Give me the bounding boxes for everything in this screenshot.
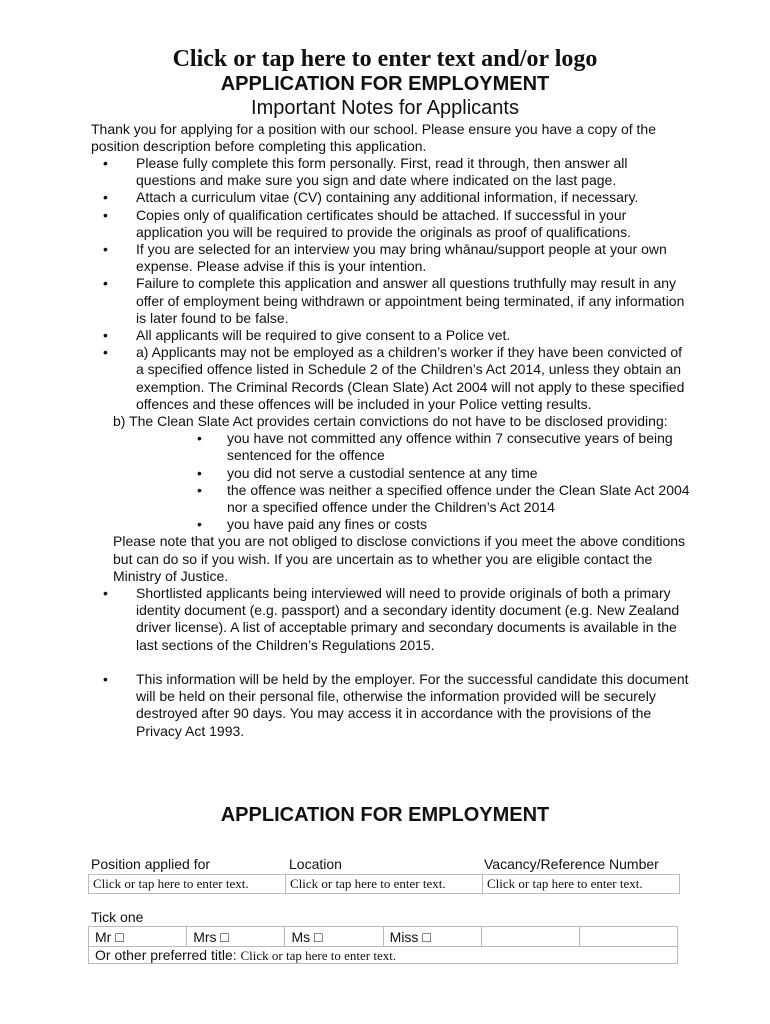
list-item: • This information will be held by the employer. For the successful candidate this document will be held on their personal file, otherwise the information provided will be securely destroyed after 90 days. You may access it in accordance with the provisions of the Privacy Act 1993.: [103, 670, 689, 739]
bullet-icon: •: [197, 481, 202, 498]
clean-slate-conditions: [91, 430, 691, 533]
form-heading: APPLICATION FOR EMPLOYMENT: [220, 804, 550, 826]
spacer: [91, 654, 691, 671]
bullet-icon: •: [103, 670, 108, 687]
other-title-label: Or other preferred title:: [95, 947, 237, 963]
bullet-icon: •: [197, 430, 202, 447]
vacancy-reference-input[interactable]: Click or tap here to enter text.: [483, 875, 680, 894]
clean-slate-note: Please note that you are not obliged to disclose convictions if you meet the above conditions but can do so if you wish. If you are uncertain as to whether you are eligible contact the Ministry of Justice.: [113, 533, 686, 584]
page-title: APPLICATION FOR EMPLOYMENT: [220, 73, 550, 95]
title-option-mr[interactable]: Mr □: [89, 927, 187, 947]
list-item: • you have paid any fines or costs: [197, 516, 428, 533]
logo-placeholder[interactable]: Click or tap here to enter text and/or logo: [172, 46, 598, 72]
list-item: • All applicants will be required to give consent to a Police vet.: [103, 327, 511, 344]
other-title-row: [88, 946, 678, 964]
bullet-icon: •: [103, 275, 108, 292]
title-option-empty: [481, 927, 579, 947]
title-option-empty: [579, 927, 677, 947]
notes-list: [91, 155, 691, 740]
title-option-mrs[interactable]: Mrs □: [187, 927, 285, 947]
bullet-icon: •: [197, 516, 202, 533]
list-item: • Shortlisted applicants being interviewed will need to provide originals of both a primary identity document (e.g. passport) and a secondary identity document (e.g. New Zealand driver license). A list of acceptable primary and secondary documents is available in the last sections of the Children’s Regulations 2015.: [103, 585, 680, 653]
position-input[interactable]: Click or tap here to enter text.: [89, 875, 286, 894]
position-label: Position applied for: [91, 856, 211, 872]
notes-subtitle: Important Notes for Applicants: [251, 97, 519, 119]
bullet-icon: •: [197, 464, 202, 481]
bullet-icon: •: [103, 155, 108, 171]
list-item: • the offence was neither a specified offence under the Clean Slate Act 2004 nor a specified offence under the Children’s Act 2014: [197, 481, 690, 516]
title-option-ms[interactable]: Ms □: [285, 927, 383, 947]
bullet-icon: •: [103, 585, 108, 602]
bullet-icon: •: [103, 344, 108, 361]
list-item: • Please fully complete this form personally. First, read it through, then answer all questions and make sure you sign and date where indicated on the last page.: [103, 155, 628, 189]
intro-paragraph: Thank you for applying for a position with our school. Please ensure you have a copy of the position description before completing this application.: [91, 121, 657, 155]
bullet-icon: •: [103, 241, 108, 258]
list-item: • you did not serve a custodial sentence at any time: [197, 464, 538, 481]
list-item: • Failure to complete this application and answer all questions truthfully may result in any offer of employment being withdrawn or appointment being terminated, if any information is later found to be false.: [103, 275, 685, 326]
title-checkbox-table: [88, 926, 678, 947]
location-label: Location: [289, 856, 342, 872]
bullet-icon: •: [103, 327, 108, 344]
list-item: • you have not committed any offence within 7 consecutive years of being sentenced for the offence: [197, 430, 673, 464]
position-fields-table: [88, 874, 680, 894]
vacancy-label: Vacancy/Reference Number: [484, 856, 659, 872]
list-item: • Copies only of qualification certificates should be attached. If successful in your application you will be required to provide the originals as proof of qualifications.: [103, 206, 631, 240]
list-item: • If you are selected for an interview you may bring whānau/support people at your own expense. Please advise if this is your intention.: [103, 241, 667, 275]
location-input[interactable]: Click or tap here to enter text.: [286, 875, 483, 894]
list-item: • Attach a curriculum vitae (CV) containing any additional information, if necessary.: [103, 189, 639, 206]
position-field-labels: [91, 856, 681, 874]
tick-one-label: Tick one: [91, 909, 144, 925]
other-title-input[interactable]: Click or tap here to enter text.: [240, 948, 397, 963]
title-option-miss[interactable]: Miss □: [383, 927, 481, 947]
list-item: • a) Applicants may not be employed as a children’s worker if they have been convicted of a specified offence listed in Schedule 2 of the Children’s Act 2014, unless they obtain an exemption. The Criminal Records (Clean Slate) Act 2004 will not apply to these specified offences and these offences will be included in your Police vetting results.: [103, 344, 685, 412]
bullet-icon: •: [103, 206, 108, 223]
clean-slate-intro: b) The Clean Slate Act provides certain convictions do not have to be disclosed providing:: [113, 413, 668, 430]
bullet-icon: •: [103, 189, 108, 206]
